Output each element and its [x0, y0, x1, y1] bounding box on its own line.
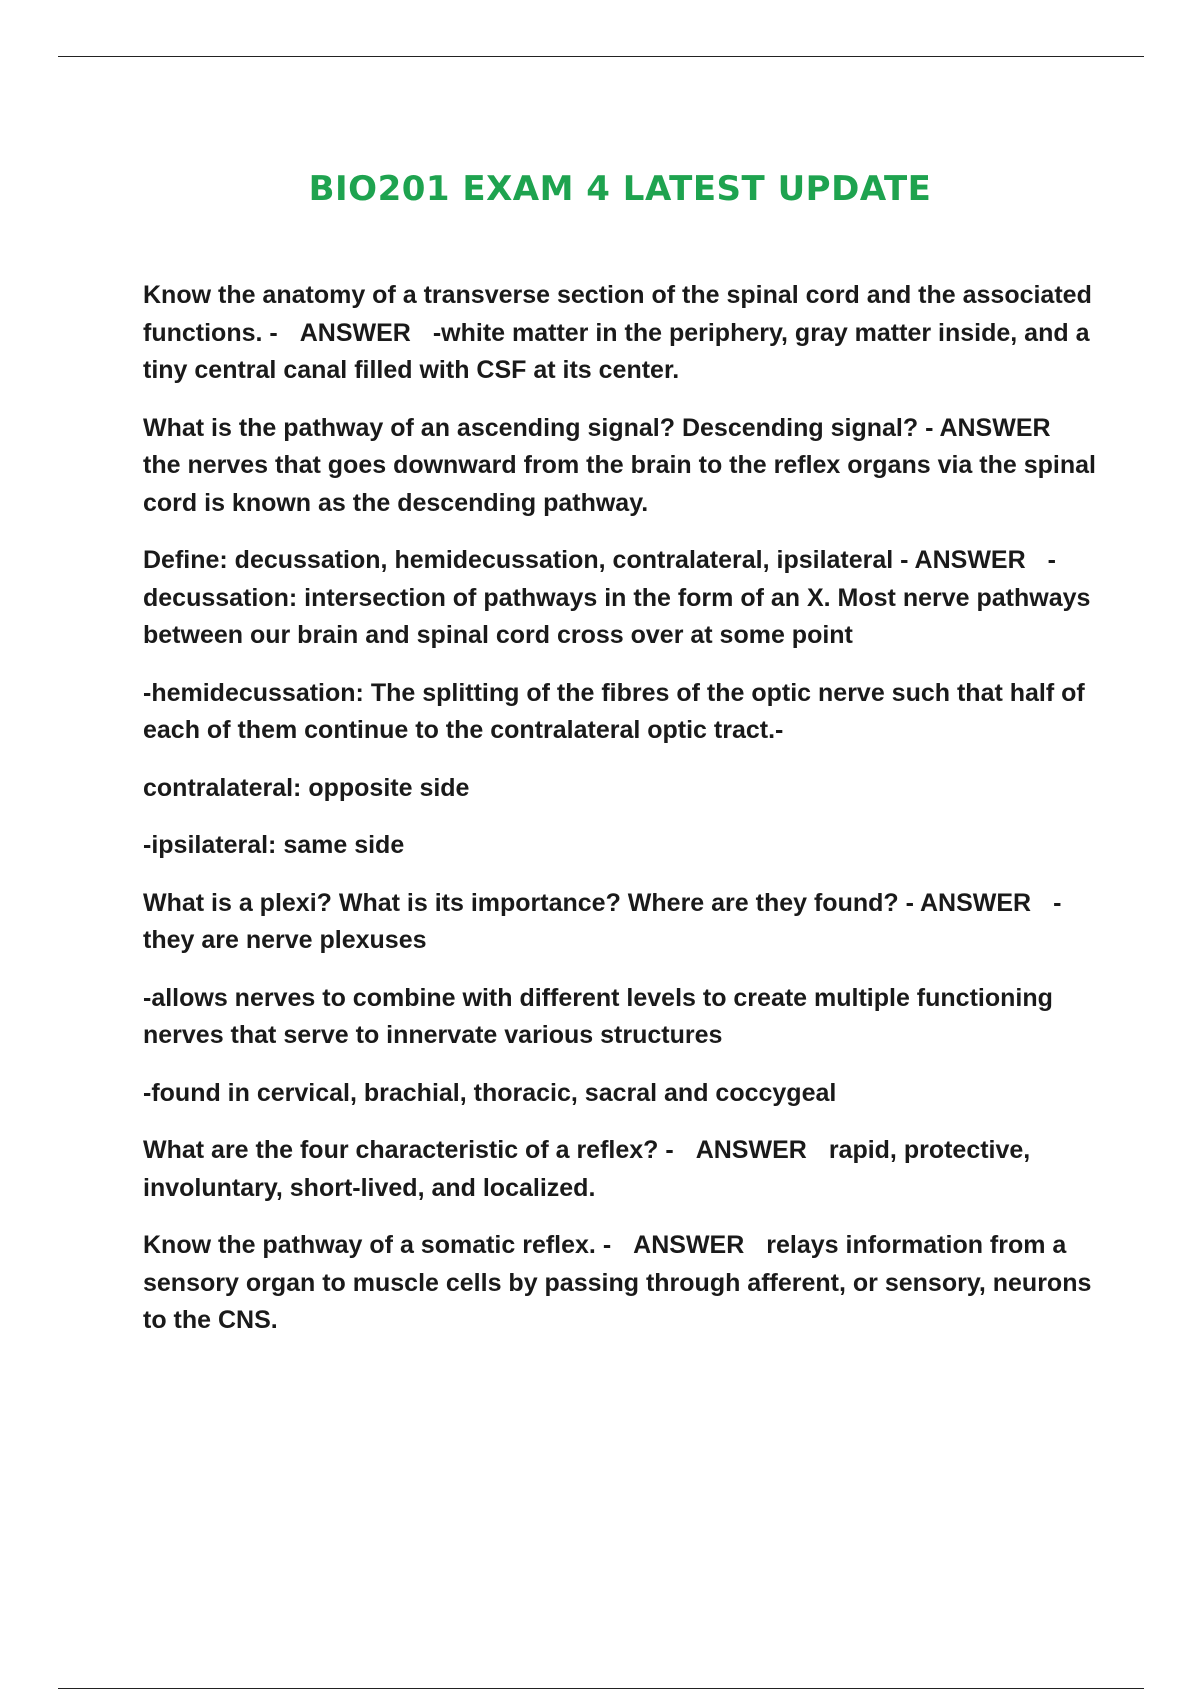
qa-paragraph-spinal-cord	[143, 277, 1103, 390]
answer-label: ANSWER	[919, 888, 1032, 917]
top-divider	[58, 56, 1144, 57]
answer-text: the nerves that goes downward from the brain to the reflex organs via the spinal cord is known as the descending pathway.	[143, 451, 1096, 517]
qa-paragraph-decussation	[143, 542, 1103, 655]
answer-label: ANSWER	[939, 413, 1051, 442]
answer-label: ANSWER	[695, 1136, 807, 1164]
question-text: What is a plexi? What is its importance? Where are they found? -	[143, 888, 914, 917]
answer-text: rapid, protective, involuntary, short-lived, and localized.	[143, 1136, 1031, 1202]
qa-paragraph-somatic-reflex	[143, 1227, 1103, 1340]
answer-text: -they are nerve plexuses	[143, 888, 1062, 954]
qa-paragraph-reflex-characteristics	[143, 1132, 1103, 1207]
question-text: What are the four characteristic of a reflex? -	[143, 1136, 674, 1164]
text-paragraph-hemidecussation: -hemidecussation: The splitting of the fibres of the optic nerve such that half of each of them continue to the contralateral optic tract.-	[143, 678, 1085, 744]
answer-text: -decussation: intersection of pathways in the form of an X. Most nerve pathways between our brain and spinal cord cross over at some point	[143, 546, 1091, 649]
qa-paragraph-ascending-signal	[143, 410, 1103, 523]
text-paragraph-plexi-location: -found in cervical, brachial, thoracic, sacral and coccygeal	[143, 1078, 837, 1107]
question-text: Know the anatomy of a transverse section of the spinal cord and the associated functions. -	[143, 281, 1092, 347]
question-text: What is the pathway of an ascending signal? Descending signal? -	[143, 413, 934, 442]
answer-label: ANSWER	[914, 546, 1026, 574]
document-body	[143, 277, 1103, 1360]
answer-text: -white matter in the periphery, gray matter inside, and a tiny central canal filled with CSF at its center.	[143, 318, 1090, 384]
answer-label: ANSWER	[633, 1231, 745, 1259]
bottom-divider	[58, 1688, 1144, 1689]
qa-paragraph-plexi	[143, 885, 1103, 960]
question-text: Define: decussation, hemidecussation, contralateral, ipsilateral -	[143, 546, 909, 574]
text-paragraph-plexi-importance: -allows nerves to combine with different levels to create multiple functioning nerves that serve to innervate various structures	[143, 983, 1053, 1049]
answer-text: relays information from a sensory organ to muscle cells by passing through afferent, or sensory, neurons to the CNS.	[143, 1231, 1092, 1334]
question-text: Know the pathway of a somatic reflex. -	[143, 1231, 612, 1259]
page-title: BIO201 EXAM 4 LATEST UPDATE	[308, 168, 932, 209]
answer-label: ANSWER	[299, 318, 411, 347]
text-paragraph-contralateral: contralateral: opposite side	[143, 773, 470, 802]
text-paragraph-ipsilateral: -ipsilateral: same side	[143, 831, 405, 859]
